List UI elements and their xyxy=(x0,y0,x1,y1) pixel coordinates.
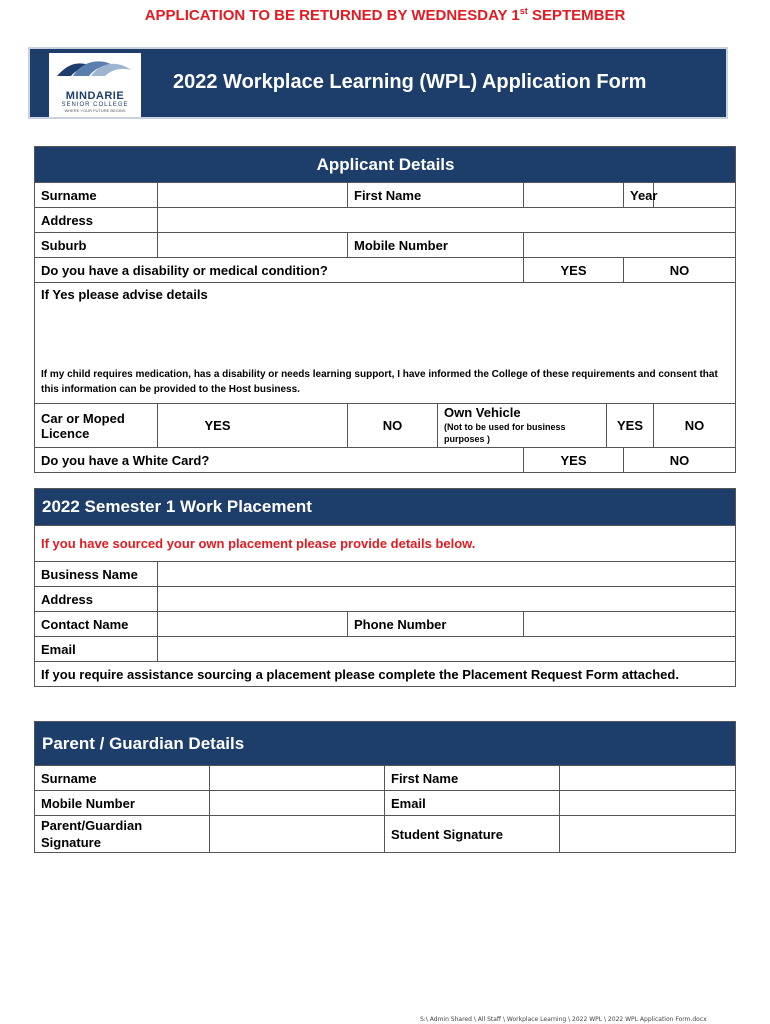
return-deadline-notice xyxy=(0,6,770,24)
address-field[interactable] xyxy=(158,208,736,233)
suburb-label: Suburb xyxy=(35,233,158,258)
contact-name-label: Contact Name xyxy=(35,612,158,637)
form-header xyxy=(28,47,728,119)
form-title: 2022 Workplace Learning (WPL) Application Form xyxy=(173,71,647,93)
phone-number-field[interactable] xyxy=(524,612,736,637)
applicant-details-table xyxy=(34,146,736,473)
placement-assistance-note: If you require assistance sourcing a placement please complete the Placement Request Form attached. xyxy=(35,662,736,687)
business-address-label: Address xyxy=(35,587,158,612)
guardian-email-field[interactable] xyxy=(560,791,736,816)
notice-ordinal: st xyxy=(519,6,528,16)
advise-details-label: If Yes please advise details xyxy=(41,287,208,302)
business-email-field[interactable] xyxy=(158,637,736,662)
guardian-signature-label: Parent/Guardian Signature xyxy=(35,816,210,853)
business-name-label: Business Name xyxy=(35,562,158,587)
logo-tagline: WHERE YOUR FUTURE BEGINS xyxy=(64,108,126,113)
business-email-label: Email xyxy=(35,637,158,662)
licence-yes-option[interactable]: YES xyxy=(158,404,348,448)
year-field[interactable] xyxy=(654,183,736,208)
logo-name: MINDARIE xyxy=(65,90,125,102)
guardian-surname-field[interactable] xyxy=(210,766,385,791)
white-card-yes-option[interactable]: YES xyxy=(524,448,624,473)
student-signature-label: Student Signature xyxy=(385,816,560,853)
guardian-details-heading: Parent / Guardian Details xyxy=(35,722,736,766)
disability-question: Do you have a disability or medical condition? xyxy=(35,258,524,283)
contact-name-field[interactable] xyxy=(158,612,348,637)
guardian-first-name-label: First Name xyxy=(385,766,560,791)
licence-no-option[interactable]: NO xyxy=(348,404,438,448)
disability-no-option[interactable]: NO xyxy=(624,258,736,283)
business-address-field[interactable] xyxy=(158,587,736,612)
work-placement-heading: 2022 Semester 1 Work Placement xyxy=(35,489,736,526)
notice-text-end: SEPTEMBER xyxy=(527,7,626,24)
vehicle-no-option[interactable]: NO xyxy=(654,404,736,448)
guardian-surname-label: Surname xyxy=(35,766,210,791)
own-vehicle-note: (Not to be used for business purposes ) xyxy=(444,422,566,444)
phone-number-label: Phone Number xyxy=(348,612,524,637)
licence-label: Car or Moped Licence xyxy=(35,404,158,448)
address-label: Address xyxy=(35,208,158,233)
applicant-details-heading: Applicant Details xyxy=(35,147,736,183)
business-name-field[interactable] xyxy=(158,562,736,587)
notice-text: APPLICATION TO BE RETURNED BY WEDNESDAY 1 xyxy=(144,7,520,24)
disability-yes-option[interactable]: YES xyxy=(524,258,624,283)
file-path-footer: S:\ Admin Shared \ All Staff \ Workplace Learning \ 2022 WPL \ 2022 WPL Application Form.docx xyxy=(420,1016,707,1023)
college-logo xyxy=(49,53,141,117)
guardian-mobile-label: Mobile Number xyxy=(35,791,210,816)
year-label: Year xyxy=(624,183,654,208)
suburb-field[interactable] xyxy=(158,233,348,258)
white-card-question: Do you have a White Card? xyxy=(35,448,524,473)
wave-icon xyxy=(55,56,135,80)
work-placement-table xyxy=(34,488,736,687)
guardian-first-name-field[interactable] xyxy=(560,766,736,791)
surname-field[interactable] xyxy=(158,183,348,208)
surname-label: Surname xyxy=(35,183,158,208)
guardian-mobile-field[interactable] xyxy=(210,791,385,816)
mobile-label: Mobile Number xyxy=(348,233,524,258)
white-card-no-option[interactable]: NO xyxy=(624,448,736,473)
mobile-field[interactable] xyxy=(524,233,736,258)
first-name-field[interactable] xyxy=(524,183,624,208)
own-vehicle-cell xyxy=(438,404,607,448)
logo-subtitle: SENIOR COLLEGE xyxy=(61,102,129,108)
guardian-signature-field[interactable] xyxy=(210,816,385,853)
vehicle-yes-option[interactable]: YES xyxy=(607,404,654,448)
guardian-details-table xyxy=(34,721,736,853)
own-placement-note: If you have sourced your own placement please provide details below. xyxy=(35,526,736,562)
consent-statement: If my child requires medication, has a disability or needs learning support, I have informed the College of these requirements and consent that this information can be provided to the Host business. xyxy=(41,369,718,395)
student-signature-field[interactable] xyxy=(560,816,736,853)
disability-details-box[interactable] xyxy=(35,283,736,404)
first-name-label: First Name xyxy=(348,183,524,208)
own-vehicle-label: Own Vehicle xyxy=(444,405,521,420)
guardian-email-label: Email xyxy=(385,791,560,816)
